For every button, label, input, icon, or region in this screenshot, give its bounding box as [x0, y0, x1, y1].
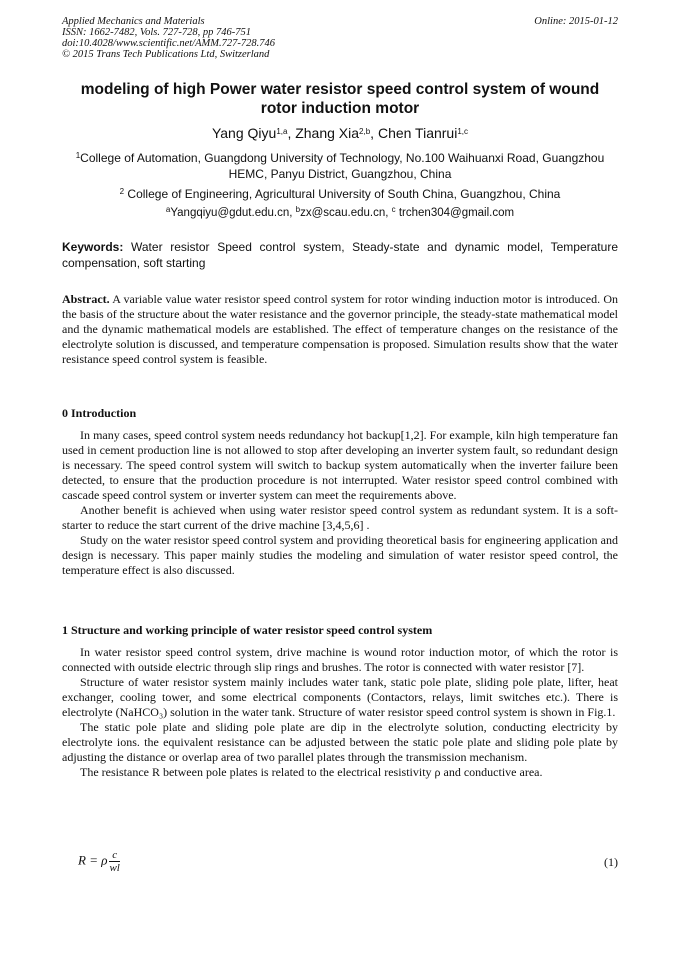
journal-header — [62, 16, 618, 60]
online-date: Online: 2015-01-12 — [534, 16, 618, 27]
affiliation-2 — [62, 186, 618, 202]
paragraph: Structure of water resistor system mainly includes water tank, static pole plate, sliding pole plate, lifter, heat exchanger, cooling tower, and some electrical components (Contactors, relays, limit switches etc.). There is electrolyte (NaHCO₃) solution in the water tank. Structure of water resistor speed control system is shown in Fig.1. — [62, 675, 618, 719]
copyright-line: © 2015 Trans Tech Publications Ltd, Switzerland — [62, 49, 270, 60]
abstract-text: A variable value water resistor speed control system for rotor winding induction motor is introduced. On the basis of the structure about the water resistance and the governor principle, the steady-state mathematical model and the dynamic mathematical models are established. The effect of temperature changes on the resistance of the electrolyte solution is discussed, and temperature compensation is proposed. Simulation results show that the water resistance speed control system is feasible. — [62, 292, 618, 366]
keywords-text: Water resistor Speed control system, Steady-state and dynamic model, Temperature compensation, soft starting — [62, 240, 618, 270]
author-superscript: 1,c — [457, 127, 469, 136]
paragraph: The resistance R between pole plates is related to the electrical resistivity ρ and conductive area. — [80, 765, 543, 779]
paragraph: Study on the water resistor speed control system and providing theoretical basis for engineering application and design is necessary. This paper mainly studies the modeling and simulation of water resistor speed control, the temperature effect is also discussed. — [62, 533, 618, 577]
paragraph: In many cases, speed control system needs redundancy hot backup[1,2]. For example, kiln high temperature fan used in cement production line is not allowed to stop after developing an inverter system fault, so redundant design is necessary. The speed control system will switch to backup system automatically when the inverter failure been detected, to ensure that the production procedure is not interrupted. Water resistor speed control combined with cascade speed control system or inverter system can meet the requirements above. — [62, 428, 618, 502]
author-list: Yang Qiyu$^{1,a}$, Zhang Xia$^{2,b}$, Chen Tianrui$^{1,c}$ — [211, 125, 469, 141]
paper-title: modeling of high Power water resistor speed control system of wound rotor induction motor — [80, 81, 600, 117]
affiliation-text: College of Automation, Guangdong University of Technology, No.100 Waihuanxi Road, Guangzhou HEMC, Panyu District, Guangzhou, China — [80, 151, 605, 181]
email-superscript: c — [391, 205, 396, 214]
issn-line: ISSN: 1662-7482, Vols. 727-728, pp 746-751 — [62, 27, 251, 38]
email-superscript: b — [295, 205, 301, 214]
equation-number: (1) — [604, 855, 618, 869]
section-heading: 0 Introduction — [62, 406, 137, 420]
equation-1 — [78, 845, 618, 881]
author-name: Zhang Xia — [295, 125, 360, 141]
affiliation-superscript: 2 — [119, 187, 125, 196]
author-superscript: 1,a — [276, 127, 288, 136]
equation-numerator: c — [109, 849, 119, 862]
keywords-label: Keywords: — [62, 240, 124, 254]
author-name: Chen Tianrui — [377, 125, 458, 141]
author-superscript: 2,b — [359, 127, 371, 136]
equation-denominator: wl — [109, 862, 120, 874]
section-introduction — [62, 406, 618, 578]
journal-name: Applied Mechanics and Materials — [62, 16, 205, 27]
abstract — [62, 292, 618, 367]
affiliation-superscript: 1 — [75, 151, 81, 160]
equation-fraction — [109, 849, 119, 874]
equation-lhs: R = ρ — [78, 852, 108, 868]
email-text: zx@scau.edu.cn, — [300, 207, 392, 219]
paragraph: Another benefit is achieved when using water resistor speed control system as redundant system. It is a soft-starter to reduce the start current of the drive machine [3,4,5,6] . — [62, 503, 618, 532]
email-list — [62, 206, 618, 221]
affiliation-1 — [62, 150, 618, 182]
email-superscript: a — [165, 205, 171, 214]
email-text: Yangqiyu@gdut.edu.cn, — [170, 207, 296, 219]
paragraph: In water resistor speed control system, drive machine is wound rotor induction motor, of which the rotor is connected with outside electric through slip rings and brushes. The rotor is connected with water resistor [7]. — [62, 645, 618, 674]
paragraph: The static pole plate and sliding pole plate are dip in the electrolyte solution, conducting electricity by electrolyte ions. the equivalent resistance can be adjusted between the static pole plate and sliding pole plate by adjusting the distance or overlap area of two parallel plates through the transmission mechanism. — [62, 720, 618, 764]
email-text: trchen304@gmail.com — [395, 207, 515, 219]
section-structure — [62, 623, 618, 780]
keywords — [62, 240, 618, 271]
affiliation-text: College of Engineering, Agricultural University of South China, Guangzhou, China — [124, 187, 561, 201]
abstract-label: Abstract. — [62, 292, 110, 306]
author-name: Yang Qiyu — [211, 125, 277, 141]
doi-line: doi:10.4028/www.scientific.net/AMM.727-728.746 — [62, 38, 275, 49]
section-heading: 1 Structure and working principle of water resistor speed control system — [62, 623, 433, 637]
equation-formula — [78, 849, 120, 874]
